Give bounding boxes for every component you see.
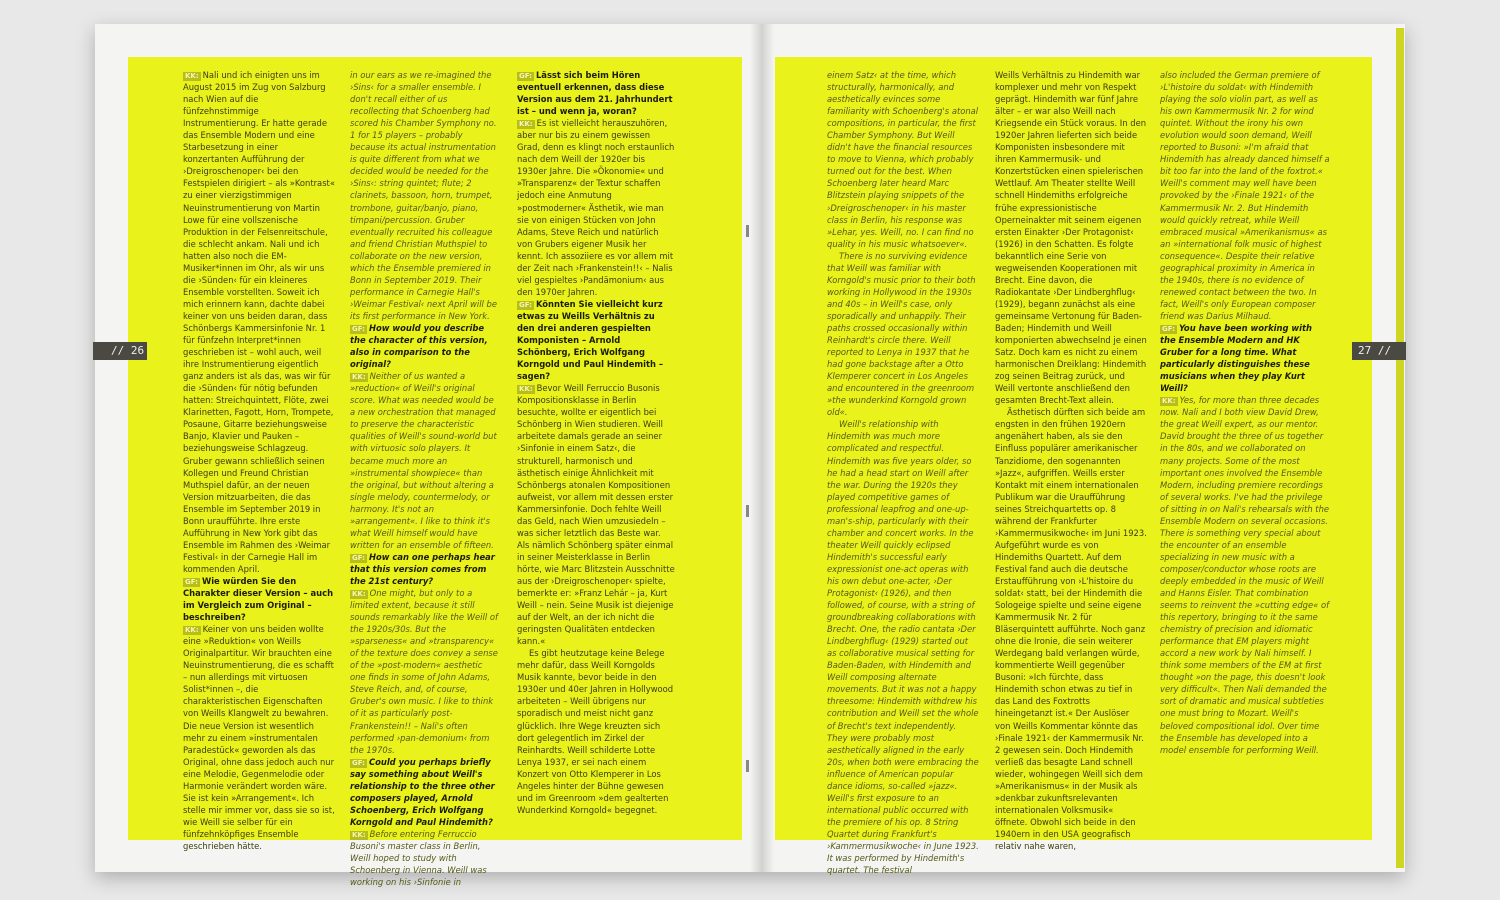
paragraph-text: Weills Verhältnis zu Hindemith war komplexer und mehr von Respekt geprägt. Hindemith war fünf Jahre älter – er war also Weill nach Kriegsende ein Stück voraus. In den 1920er Jahren lieferten sich beide Komponisten insbesondere mit ihren Kammermusik- und Konzertstücken einen spielerischen Wettlauf. Am Theater stellte Weill schnell Hindemiths erfolgreiche frühe expressionistische Operneinakter mit seinem eigenen ersten Einakter ›Der Protagonist‹ (1926) in den Schatten. Es folgte bekanntlich eine Serie von wegweisenden Kooperationen mit Brecht. Eine davon, die Radiokantate ›Der Lindberghflug‹ (1929), begann zunächst als eine gemeinsame Vertonung für Baden-Baden; Hindemith und Weill komponierten abwechselnd je einen Satz. Doch kam es nicht zu einem harmonischen Dreiklang: Hindemith zog seinen Beitrag zurück, und Weill vertonte anschließend den gesamten Brecht-Text allein.: [995, 70, 1147, 406]
gutter-mark: [746, 760, 749, 772]
paragraph-text: Es ist vielleicht herauszuhören, aber nur bis zu einem gewissen Grad, denn es klingt noch erstaunlich nach dem Weill der 1920er bis 1930er Jahre. Die »Ökonomie« und »Transparenz« der Textur schaffen jedoch eine Anmutung »postmoderner« Ästhetik, wie man sie von einigen Stücken von John Adams, Steve Reich und natürlich von Grubers eigener Musik her kennt. Ich assoziiere es vor allem mit der Zeit nach ›Frankenstein!!‹ – Nalis viel gespieltes ›Pandämonium‹ aus den 1970er Jahren.: [517, 118, 675, 297]
speaker-tag: KK:: [1162, 397, 1176, 406]
left-page-panel: [128, 57, 742, 888]
speaker-tag: GF:: [185, 577, 198, 586]
paragraph-text: Yes, for more than three decades now. Nali and I both view David Drew, the great Weill expert, as our mentor. David brought the three of us together in the 80s, and we collaborated on many projects. Some of the most important ones involved the Ensemble Modern, including premiere recordings of several works. I've had the privilege of sitting in on Nali's rehearsals with the Ensemble Modern on several occasions. There is something very special about the encounter of an ensemble specializing in new music with a composer/conductor whose roots are deeply embedded in the music of Weill and Hanns Eisler. That combination seems to reinvent the »cutting edge« of this repertory, bringing to it the same chemistry of precision and idiomatic performance that EM players might accord a new work by Nali himself. I think some members of the EM at first thought »on the page, this doesn't look very difficult«. Then Nali demanded the sort of dramatic and musical subtleties one must bring to Mozart. Weill's beloved compositional idol. Over time the Ensemble has developed into a model ensemble for performing Weill.: [1160, 395, 1330, 755]
paragraph-text: Keiner von uns beiden wollte eine »Reduktion« von Weills Originalpartitur. Wir brauchten eine Neuinstrumentierung, die es schafft – nun allerdings mit virtuosen Solist*innen –, die charakteristischen Eigenschaften von Weills Klangwelt zu bewahren. Die neue Version ist wesentlich mehr zu einem »instrumentalen Paradestück« geworden als das Original, ohne dass jedoch auch nur eine Melodie, Gegenmelodie oder Harmonie verändert worden wäre. Sie ist kein »Arrangement«. Ich stelle mir immer vor, dass sie so ist, wie Weill sie selber für ein fünfzehnköpfiges Ensemble geschrieben hätte.: [183, 624, 335, 851]
article-paragraph: [1160, 322, 1330, 394]
article-paragraph: [827, 418, 979, 876]
paragraph-text: Could you perhaps briefly say something about Weill's relationship to the three other composers played, Arnold Schoenberg, Erich Wolfgang Korngold and Paul Hindemith?: [350, 756, 495, 827]
paragraph-text: Before entering Ferruccio Busoni's master class in Berlin, Weill hoped to study with Schoenberg in Vienna. Weill was working on his ›Sinfonie in: [350, 828, 487, 888]
paragraph-text: Weill's relationship with Hindemith was much more complicated and respectful. Hindemith was five years older, so he had a head start on Weill after the war. During the 1920s they played competitive games of professional leapfrog and one-up-man's-ship, particularly with their chamber and concert works. In the theater Weill quickly eclipsed Hindemith's successful early expressionist one-act operas with his own debut one-acter, ›Der Protagonist‹ (1926), and then followed, of course, with a string of groundbreaking collaborations with Brecht. One, the radio cantata ›Der Lindberghflug‹ (1929) started out as collaborative musical setting for Baden-Baden, with Hindemith and Weill composing alternate movements. But it was not a happy threesome: Hindemith withdrew his contribution and Weill set the whole of Brecht's text independently. They were probably most aesthetically aligned in the early 20s, when both were embracing the influence of American popular dance idioms, so-called »jazz«. Weill's first exposure to an international public occurred with the premiere of his op. 8 String Quartet during Frankfurt's ›Kammermusikwoche‹ in June 1923. It was performed by Hindemith's quartet. The festival: [827, 419, 979, 876]
article-paragraph: [183, 575, 335, 623]
paragraph-text: Lässt sich beim Hören eventuell erkennen, dass diese Version aus dem 21. Jahrhundert ist – und wenn ja, woran?: [517, 70, 673, 117]
right-column-1: [827, 69, 979, 876]
paragraph-text: Es gibt heutzutage keine Belege mehr dafür, dass Weill Korngolds Musik kannte, bevor beide in den 1930er und 40er Jahren in Hollywood arbeiteten – Weill übrigens nur sporadisch und meist nicht ganz glücklich. Ihre Wege kreuzten sich dort gelegentlich im Zirkel der Reinhardts. Weill schilderte Lotte Lenya 1937, er sei nach einem Konzert von Otto Klemperer in Los Angeles hinter der Bühne gewesen und im Greenroom »dem gealterten Wunderkind Korngold« begegnet.: [517, 648, 674, 815]
paragraph-text: One might, but only to a limited extent, because it still sounds remarkably like the Weill of the 1920s/30s. But the »sparseness« and »transparency« of the texture does convey a sense of the »post-modern« aesthetic one finds in some of John Adams, Steve Reich, and, of course, Gruber's own music. I like to think of it as particularly post-Frankenstein!! – Nali's often performed ›pan-demonium‹ from the 1970s.: [350, 588, 498, 755]
article-paragraph: [517, 117, 675, 298]
article-paragraph: [350, 756, 498, 828]
page-number-right: 27 //: [1352, 342, 1406, 360]
article-paragraph: [995, 69, 1147, 406]
speaker-tag: KK:: [519, 120, 533, 129]
article-paragraph: [183, 69, 335, 575]
paragraph-text: Wie würden Sie den Charakter dieser Version – auch im Vergleich zum Original – beschreiben?: [183, 575, 334, 623]
speaker-tag: KK:: [185, 626, 199, 635]
right-column-3: [1160, 69, 1330, 829]
speaker-tag: GF:: [1162, 324, 1175, 333]
article-paragraph: [350, 551, 498, 587]
gutter-mark: [746, 505, 749, 517]
paragraph-text: How would you describe the character of this version, also in comparison to the original?: [350, 322, 488, 370]
paragraph-text: Ästhetisch dürften sich beide am engsten in den frühen 1920ern angenähert haben, als sie den Einfluss populärer amerikanischer Tanzidiome, den sogenannten »Jazz«, aufgriffen. Weills erster Kontakt mit einem internationalen Publikum war die Uraufführung seines Streichquartetts op. 8 während der Frankfurter ›Kammermusikwoche‹ im Juni 1923. Aufgeführt wurde es von Hindemiths Quartett. Auf dem Festival fand auch die deutsche Erstaufführung von ›L'histoire du soldat‹ statt, bei der Hindemith die Sologeige spielte und seine eigene Kammermusik Nr. 2 für Bläserquintett aufführte. Noch ganz ohne die Ironie, die sein weiterer Werdegang bald verlangen würde, kommentierte Weill gegenüber Busoni: »Ich fürchte, dass Hindemith schon etwas zu tief in das Land des Foxtrotts hineingetanzt ist.« Der Auslöser von Weills Kommentar könnte das ›Finale 1921‹ der Kammermusik Nr. 2 gewesen sein. Doch Hindemith verließ das besagte Land schnell wieder, wohingegen Weill sich dem »Amerikanismus« in der Musik als »denkbar zukunftsrelevanten internationalen Volksmusik« öffnete. Obwohl sich beide in den 1940ern in den USA geografisch relativ nahe waren,: [995, 407, 1147, 851]
article-paragraph: [517, 69, 675, 117]
article-paragraph: [350, 322, 498, 370]
speaker-tag: KK:: [519, 385, 533, 394]
paragraph-text: Bevor Weill Ferruccio Busonis Kompositionsklasse in Berlin besuchte, wollte er eigentlich bei Schönberg in Wien studieren. Weill arbeitete damals gerade an seiner ›Sinfonie in einem Satz‹, die strukturell, harmonisch und ästhetisch einige Ähnlichkeit mit Schönbergs atonalen Kompositionen aufweist, vor allem mit dessen erster Kammersinfonie. Doch fehlte Weill das Geld, nach Wien umzusiedeln – was sicher letztlich das Beste war. Als nämlich Schönberg später einmal in seiner Meisterklasse in Berlin hörte, wie Marc Blitzstein Ausschnitte aus der ›Dreigroschenoper‹ spielte, bemerkte er: »Franz Lehár – ja, Kurt Weill – nein. Seine Musik ist diejenige auf der Welt, an der ich nicht die geringsten Qualitäten entdecken kann.«: [517, 383, 675, 647]
paragraph-text: Nali und ich einigten uns im August 2015 im Zug von Salzburg nach Wien auf die fünfzehnstimmige Instrumentierung. Er hatte gerade das Ensemble Modern und eine Starbesetzung in einer konzertanten Aufführung der ›Dreigroschenoper‹ bei den Festspielen dirigiert – als »Kontrast« zu einer vierzigstimmigen Neuinstrumentierung von Martin Lowe für eine vollszenische Produktion in der Felsenreitschule, die schlecht ankam. Nali und ich hatten also noch die EM-Musiker*innen im Ohr, als wir uns die ›Sünden‹ für ein kleineres Ensemble vorstellten. Soweit ich mich erinnern kann, dachte dabei keiner von uns beiden daran, dass Schönbergs Kammersinfonie Nr. 1 für fünfzehn Interpret*innen geschrieben ist – wohl auch, weil ihre Instrumentierung eigentlich ganz anders ist als das, was wir für die ›Sünden‹ für nötig befunden hatten: Streichquintett, Flöte, zwei Klarinetten, Fagott, Horn, Trompete, Posaune, Gitarre beziehungsweise Banjo, Klavier und Pauken – beziehungsweise Schlagzeug. Gruber gewann schließlich seinen Kollegen und Freund Christian Muthspiel dafür, an der neuen Version mitzuarbeiten, die das Ensemble im September 2019 in Bonn uraufführte. Ihre erste Aufführung in New York gibt das Ensemble im Rahmen des ›Weimar Festival‹ in der Carnegie Hall im kommenden April.: [183, 70, 335, 574]
paragraph-text: Könnten Sie vielleicht kurz etwas zu Weills Verhältnis zu den drei anderen gespielten Komponisten – Arnold Schönberg, Erich Wolfgang Korngold und Paul Hindemith – sagen?: [517, 298, 664, 382]
paragraph-text: also included the German premiere of ›L'histoire du soldat‹ with Hindemith playing the solo violin part, as well as his own Kammermusik Nr. 2 for wind quintet. Without the irony his own evolution would soon demand, Weill reported to Busoni: »I'm afraid that Hindemith has already danced himself a bit too far into the land of the foxtrot.« Weill's comment may well have been provoked by the ›Finale 1921‹ of the Kammermusik Nr. 2. But Hindemith would quickly retreat, while Weill embraced musical »Amerikanismus« as an »international folk music of highest consequence«. Despite their relative geographical proximity in America in the 1940s, there is no evidence of renewed contact between the two. In fact, Weill's only European composer friend was Darius Milhaud.: [1160, 70, 1330, 321]
speaker-tag: KK:: [352, 373, 366, 382]
article-paragraph: [1160, 394, 1330, 755]
right-column-2: [995, 69, 1147, 851]
left-column-1: [183, 69, 335, 851]
article-paragraph: [350, 587, 498, 756]
speaker-tag: GF:: [519, 72, 532, 80]
article-paragraph: [827, 69, 979, 250]
next-page-edge: [1396, 28, 1404, 868]
article-paragraph: [350, 828, 498, 888]
right-page-panel: [775, 57, 1372, 876]
speaker-tag: GF:: [352, 324, 365, 333]
paragraph-text: How can one perhaps hear that this version comes from the 21st century?: [350, 551, 495, 586]
paragraph-text: There is no surviving evidence that Weill was familiar with Korngold's music prior to their both working in Hollywood in the 1930s and 40s – in Weill's case, only sporadically and unhappily. Their paths crossed occasionally within Reinhardt's circle there. Weill reported to Lenya in 1937 that he had gone backstage after a Otto Klemperer concert in Los Angeles and encountered in the greenroom »the wunderkind Korngold grown old«.: [827, 250, 976, 418]
gutter-fold: [750, 24, 774, 872]
paragraph-text: Neither of us wanted a »reduction« of Weill's original score. What was needed would be a new orchestration that managed to preserve the characteristic qualities of Weill's sound-world but with virtuosic solo players. It became much more an »instrumental showpiece« than the original, but without altering a single melody, countermelody, or harmony. It's not an »arrangement«. I like to think it's what Weill himself would have written for an ensemble of fifteen.: [350, 371, 497, 550]
article-paragraph: [517, 298, 675, 382]
page-number-left: // 26: [93, 342, 147, 360]
speaker-tag: GF:: [519, 300, 532, 309]
article-paragraph: [1160, 69, 1330, 322]
left-column-3: [517, 69, 675, 829]
article-paragraph: [517, 647, 675, 816]
paragraph-text: in our ears as we re-imagined the ›Sins‹ for a smaller ensemble. I don't recall either of us recollecting that Schoenberg had scored his Chamber Symphony no. 1 for 15 players – probably because its actual instrumentation is quite different from what we decided would be needed for the ›Sins‹: string quintet; flute; 2 clarinets, bassoon, horn, trumpet, trombone, guitar/banjo, piano, timpani/percussion. Gruber eventually recruited his colleague and friend Christian Muthspiel to collaborate on the new version, which the Ensemble premiered in Bonn in September 2019. Their performance in Carnegie Hall's ›Weimar Festival‹ next April will be its first performance in New York.: [350, 70, 498, 321]
article-paragraph: [350, 370, 498, 551]
article-paragraph: [183, 623, 335, 852]
speaker-tag: KK:: [185, 72, 199, 80]
speaker-tag: GF:: [352, 758, 365, 767]
speaker-tag: KK:: [352, 590, 366, 599]
article-paragraph: [517, 382, 675, 647]
gutter-mark: [746, 225, 749, 237]
left-column-2: [350, 69, 498, 888]
article-paragraph: [350, 69, 498, 322]
article-paragraph: [995, 406, 1147, 852]
article-paragraph: [827, 250, 979, 419]
paragraph-text: einem Satz‹ at the time, which structurally, harmonically, and aesthetically evinces some familiarity with Schoenberg's atonal compositions, in particular, the first Chamber Symphony. But Weill didn't have the financial resources to move to Vienna, which probably turned out for the best. When Schoenberg later heard Marc Blitzstein playing snippets of the ›Dreigroschenoper‹ in his master class in Berlin, his response was »Lehar, yes. Weill, no. I can find no quality in his music whatsoever«.: [827, 70, 979, 249]
paragraph-text: You have been working with the Ensemble Modern and HK Gruber for a long time. What particularly distinguishes these musicians when they play Kurt Weill?: [1160, 322, 1312, 394]
speaker-tag: GF:: [352, 553, 365, 562]
speaker-tag: KK:: [352, 830, 366, 839]
